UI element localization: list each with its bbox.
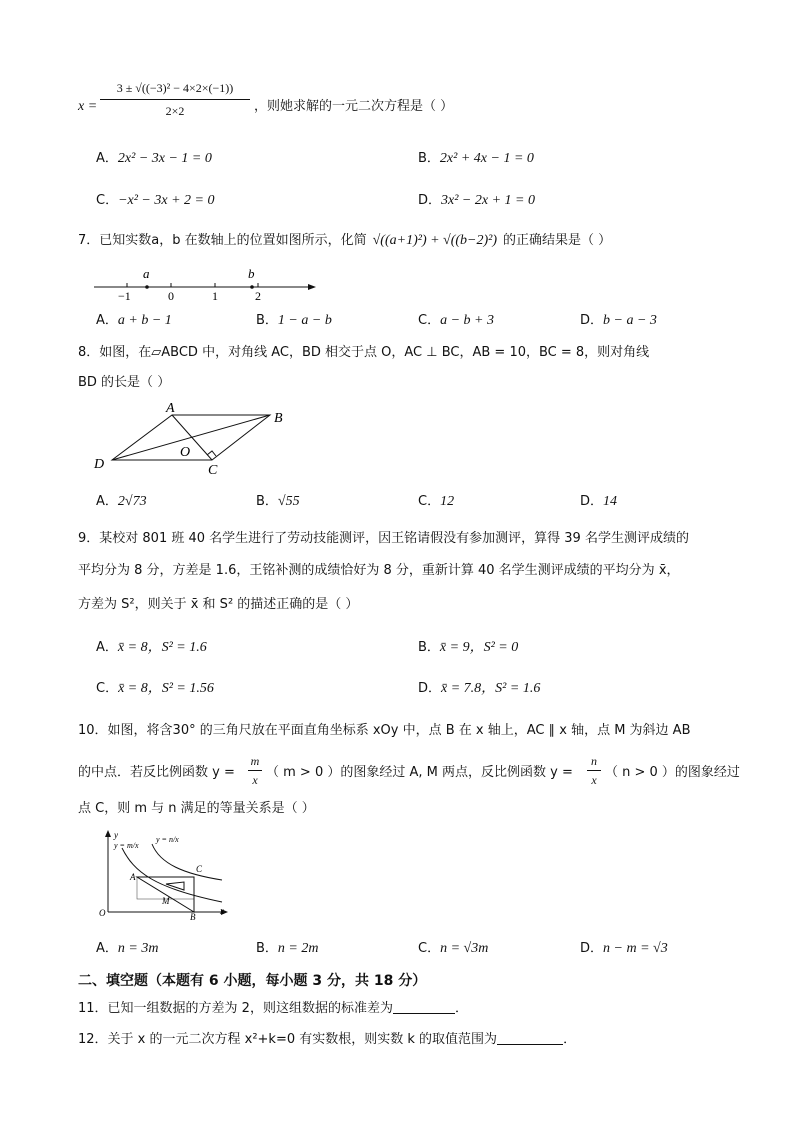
q10-stem-line2-a: 的中点．若反比例函数 y = [78, 765, 235, 780]
point-label: A [130, 872, 136, 882]
q9-stem-line2: 平均分为 8 分，方差是 1.6，王铭补测的成绩恰好为 8 分，重新计算 40 名学生测评成绩的平均分为 x̄， [78, 563, 680, 578]
origin-label: O [99, 908, 106, 918]
axis-label: y [114, 830, 118, 840]
axis-label: x [220, 906, 224, 916]
point-label: B [190, 912, 196, 922]
q7-expression: √((a+1)²) + √((b−2)²) [372, 233, 498, 248]
q10-fraction-m-over-x: m x [248, 754, 262, 787]
q9-option-c: C．x̄ = 8，S² = 1.56 [96, 681, 214, 696]
q10-option-a: A．n = 3m [96, 941, 159, 956]
q10-fraction-n-over-x: n x [587, 754, 601, 787]
q7-option-d: D．b − a − 3 [580, 313, 657, 328]
q6-denominator: 2×2 [165, 104, 185, 118]
q11-stem: 11．已知一组数据的方差为 2，则这组数据的标准差为 ． [78, 1001, 468, 1016]
vertex-label: O [180, 445, 191, 460]
q8-parallelogram-figure [92, 400, 292, 480]
q10-stem-line2-b: （ m > 0 ）的图象经过 A, M 两点，反比例函数 y = [266, 765, 573, 780]
q11-answer-blank[interactable] [393, 999, 455, 1014]
q7-option-b: B．1 − a − b [256, 313, 332, 328]
q10-stem-line3: 点 C，则 m 与 n 满足的等量关系是（ ） [78, 801, 315, 816]
vertex-label: D [94, 457, 105, 472]
section-heading: 二、填空题（本题有 6 小题，每小题 3 分，共 18 分） [78, 973, 427, 989]
q6-option-c: C．−x² − 3x + 2 = 0 [96, 193, 215, 208]
q6-fraction [100, 80, 250, 119]
q8-option-c: C．12 [418, 494, 455, 509]
q12-answer-blank[interactable] [497, 1030, 563, 1045]
q7-option-a: A．a + b − 1 [96, 313, 172, 328]
tick-label: −1 [118, 289, 131, 303]
q9-option-a: A．x̄ = 8，S² = 1.6 [96, 640, 207, 655]
point-label: C [196, 864, 203, 874]
q6-tail: ，则她求解的一元二次方程是（ ） [254, 99, 454, 114]
vertex-label: C [208, 463, 218, 478]
tick-label: 2 [255, 289, 261, 303]
vertex-label: A [166, 401, 175, 416]
q10-option-d: D．n − m = √3 [580, 941, 668, 956]
curve-label-n: y = n/x [156, 835, 179, 844]
q8-option-b: B．√55 [256, 494, 300, 509]
q8-option-a: A．2√73 [96, 494, 147, 509]
q10-coordinate-figure [94, 828, 234, 920]
point-b-dot [250, 285, 254, 289]
q9-option-d: D．x̄ = 7.8，S² = 1.6 [418, 681, 541, 696]
q6-option-d: D．3x² − 2x + 1 = 0 [418, 193, 535, 208]
q7-option-c: C．a − b + 3 [418, 313, 494, 328]
q10-option-c: C．n = √3m [418, 941, 489, 956]
q10-stem-line2-c: （ n > 0 ）的图象经过 [605, 765, 740, 780]
q8-option-d: D．14 [580, 494, 618, 509]
point-b-label: b [248, 266, 255, 281]
q6-option-a: A．2x² − 3x − 1 = 0 [96, 151, 212, 166]
q6-lhs: x = [78, 99, 98, 114]
q10-option-b: B．n = 2m [256, 941, 319, 956]
q6-numerator: 3 ± √((−3)² − 4×2×(−1)) [116, 81, 234, 95]
q10-stem-line1: 10．如图，将含30° 的三角尺放在平面直角坐标系 xOy 中，点 B 在 x 轴上，AC ∥ x 轴，点 M 为斜边 AB [78, 723, 691, 738]
curve-label-m: y = m/x [114, 841, 139, 850]
q9-stem-line1: 9．某校对 801 班 40 名学生进行了劳动技能测评，因王铭请假没有参加测评，算得 39 名学生测评成绩的 [78, 531, 689, 546]
q9-option-b: B．x̄ = 9，S² = 0 [418, 640, 519, 655]
tick-label: 0 [168, 289, 174, 303]
q8-stem-line1: 8．如图，在▱ABCD 中，对角线 AC，BD 相交于点 O，AC ⊥ BC，AB = 10，BC = 8，则对角线 [78, 345, 650, 360]
q9-stem-line3: 方差为 S²，则关于 x̄ 和 S² 的描述正确的是（ ） [78, 597, 359, 612]
point-a-label: a [143, 266, 150, 281]
point-label: M [162, 896, 170, 906]
q8-stem-line2: BD 的长是（ ） [78, 375, 171, 390]
q7-number-line [90, 266, 320, 302]
vertex-label: B [274, 411, 283, 426]
tick-label: 1 [212, 289, 218, 303]
q6-option-b: B．2x² + 4x − 1 = 0 [418, 151, 534, 166]
q7-stem: 7．已知实数a，b 在数轴上的位置如图所示，化简 √((a+1)²) + √((b−2)²) 的正确结果是（ ） [78, 233, 612, 248]
point-a-dot [145, 285, 149, 289]
q12-stem: 12．关于 x 的一元二次方程 x²+k=0 有实数根，则实数 k 的取值范围为 ． [78, 1032, 577, 1047]
